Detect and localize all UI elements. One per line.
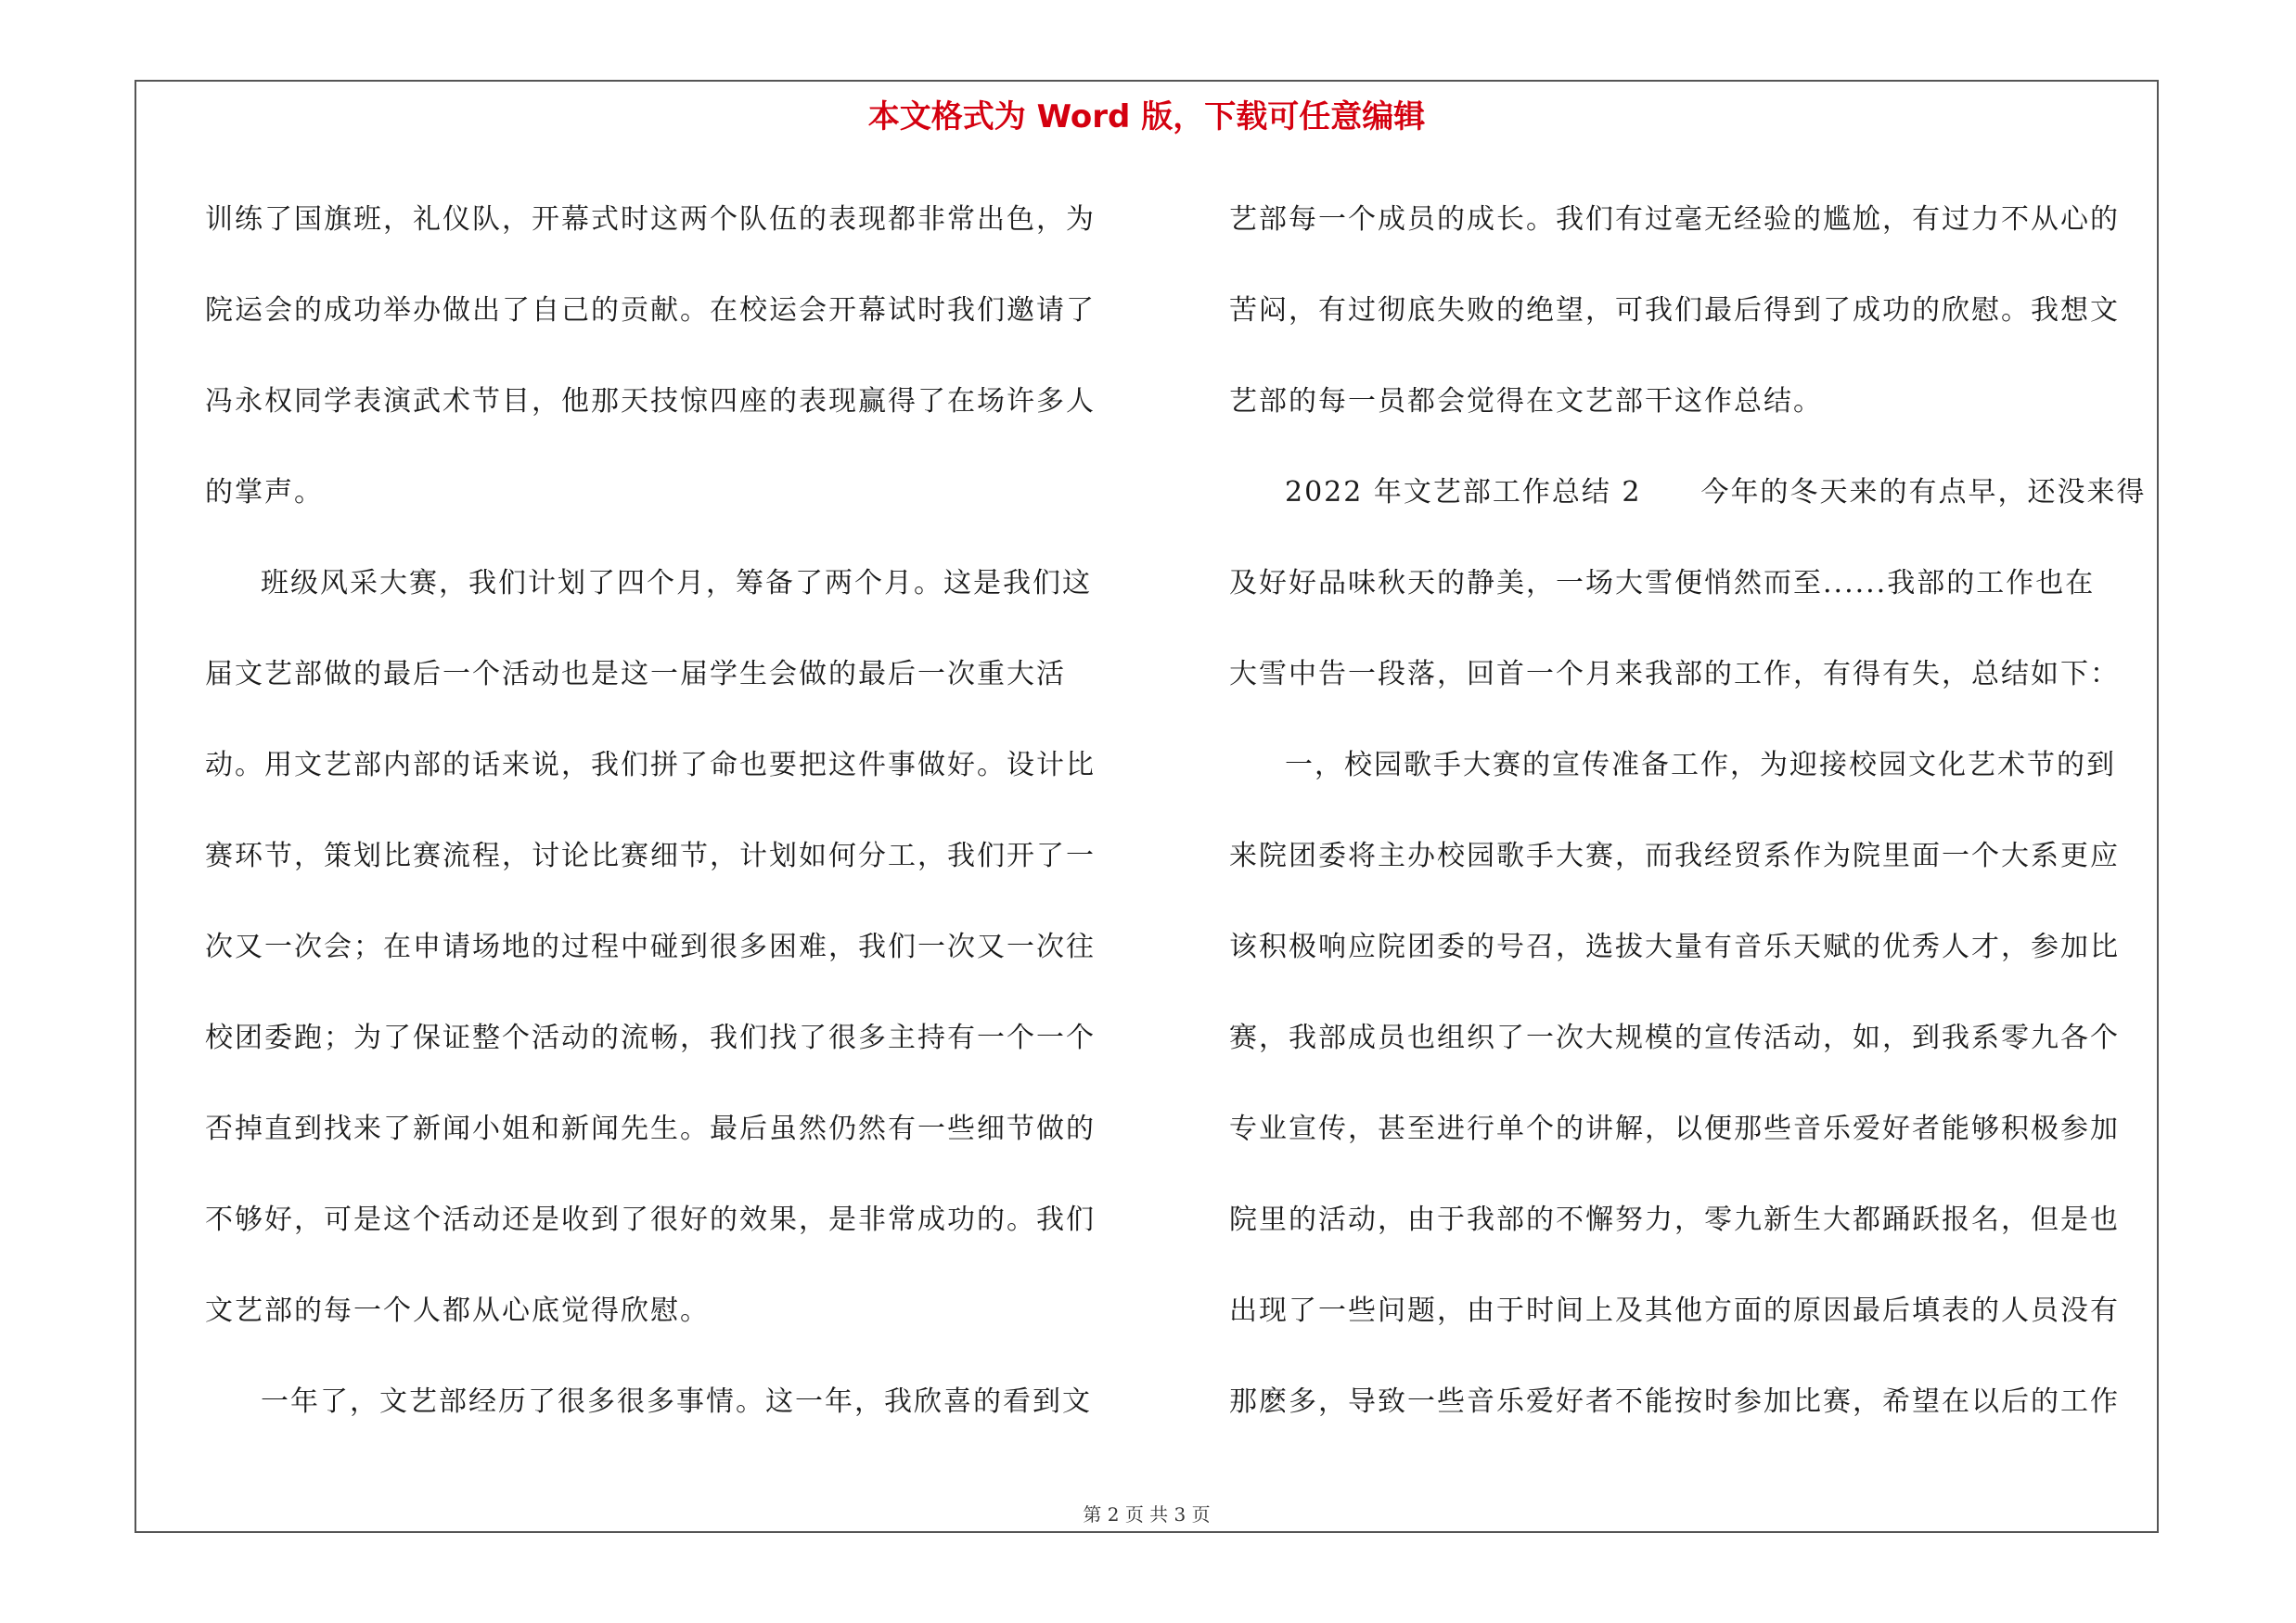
text-line: 那麽多，导致一些音乐爱好者不能按时参加比赛，希望在以后的工作 — [1229, 1385, 2120, 1418]
text-line: 届文艺部做的最后一个活动也是这一届学生会做的最后一次重大活 — [205, 658, 1066, 690]
text-line: 文艺部的每一个人都从心底觉得欣慰。 — [205, 1295, 710, 1327]
word-format-banner: 本文格式为 Word 版，下载可任意编辑 — [867, 98, 1426, 135]
text-line: 苦闷，有过彻底失败的绝望，可我们最后得到了成功的欣慰。我想文 — [1229, 294, 2120, 327]
text-line: 及好好品味秋天的静美，一场大雪便悄然而至......我部的工作也在 — [1229, 567, 2096, 599]
text-line: 训练了国旗班，礼仪队，开幕式时这两个队伍的表现都非常出色，为 — [205, 203, 1096, 236]
text-line: 的掌声。 — [205, 476, 324, 509]
text-line: 否掉直到找来了新闻小姐和新闻先生。最后虽然仍然有一些细节做的 — [205, 1113, 1096, 1145]
text-line: 冯永权同学表演武术节目，他那天技惊四座的表现赢得了在场许多人 — [205, 385, 1096, 418]
text-line: 校团委跑；为了保证整个活动的流畅，我们找了很多主持有一个一个 — [205, 1022, 1096, 1054]
left-text-column — [205, 174, 1123, 1448]
text-line: 出现了一些问题，由于时间上及其他方面的原因最后填表的人员没有 — [1229, 1295, 2120, 1327]
text-line: 班级风采大赛，我们计划了四个月，筹备了两个月。这是我们这 — [261, 567, 1092, 599]
text-line: 院运会的成功举办做出了自己的贡献。在校运会开幕试时我们邀请了 — [205, 294, 1096, 327]
text-line: 2022 年文艺部工作总结 2 今年的冬天来的有点早，还没来得 — [1285, 476, 2147, 509]
text-line: 艺部的每一员都会觉得在文艺部干这作总结。 — [1229, 385, 1823, 418]
right-text-column — [1229, 174, 2148, 1448]
page-frame — [135, 80, 2159, 1533]
text-line: 艺部每一个成员的成长。我们有过毫无经验的尴尬，有过力不从心的 — [1229, 203, 2120, 236]
text-line: 大雪中告一段落，回首一个月来我部的工作，有得有失，总结如下： — [1229, 658, 2120, 690]
text-line: 赛，我部成员也组织了一次大规模的宣传活动，如，到我系零九各个 — [1229, 1022, 2120, 1054]
text-line: 一年了，文艺部经历了很多很多事情。这一年，我欣喜的看到文 — [261, 1385, 1092, 1418]
text-line: 不够好，可是这个活动还是收到了很好的效果，是非常成功的。我们 — [205, 1204, 1096, 1236]
text-line: 专业宣传，甚至进行单个的讲解，以便那些音乐爱好者能够积极参加 — [1229, 1113, 2120, 1145]
text-line: 次又一次会；在申请场地的过程中碰到很多困难，我们一次又一次往 — [205, 931, 1096, 963]
page-number-footer: 第 2 页 共 3 页 — [1083, 1503, 1211, 1526]
text-line: 赛环节，策划比赛流程，讨论比赛细节，计划如何分工，我们开了一 — [205, 840, 1096, 872]
text-line: 院里的活动，由于我部的不懈努力，零九新生大都踊跃报名，但是也 — [1229, 1204, 2120, 1236]
text-line: 来院团委将主办校园歌手大赛，而我经贸系作为院里面一个大系更应 — [1229, 840, 2120, 872]
text-line: 该积极响应院团委的号召，选拔大量有音乐天赋的优秀人才，参加比 — [1229, 931, 2120, 963]
text-line: 一，校园歌手大赛的宣传准备工作，为迎接校园文化艺术节的到 — [1285, 749, 2116, 781]
text-line: 动。用文艺部内部的话来说，我们拼了命也要把这件事做好。设计比 — [205, 749, 1096, 781]
